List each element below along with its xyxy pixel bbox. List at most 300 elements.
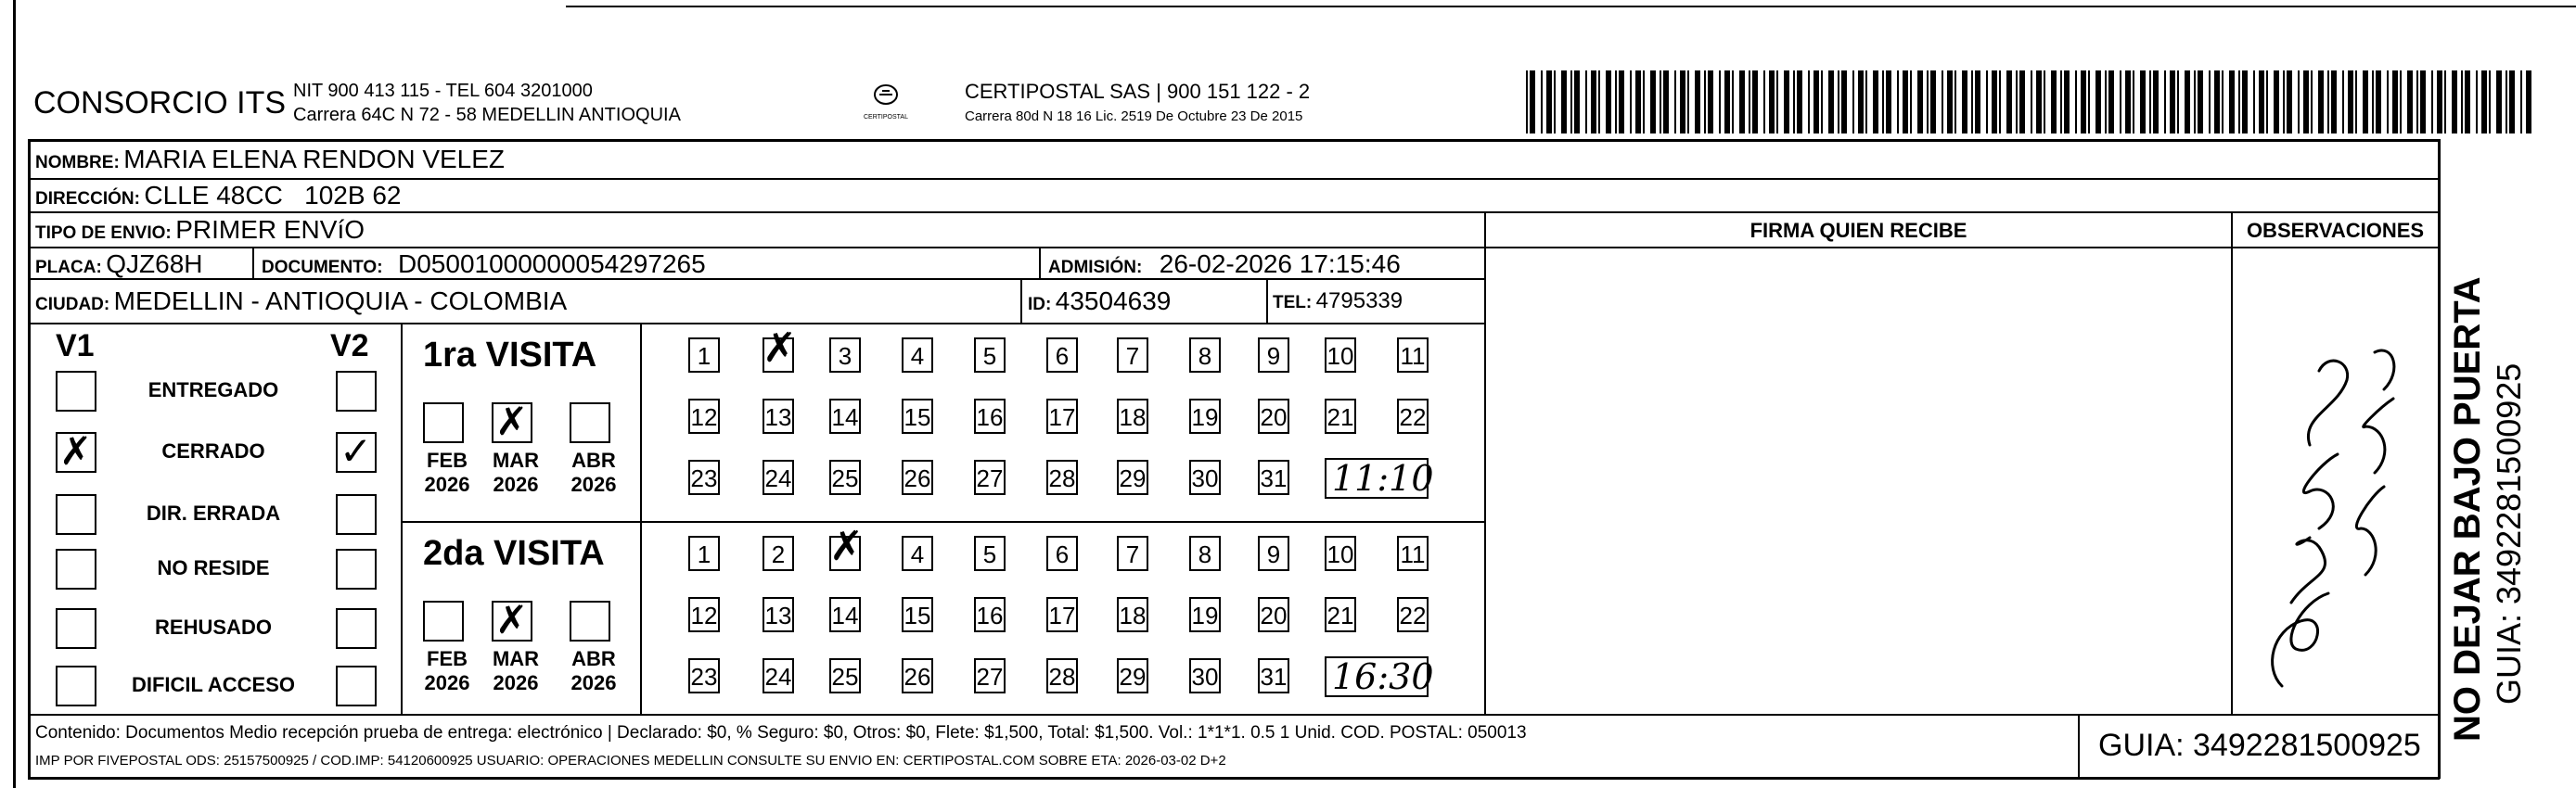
- day-box[interactable]: 10: [1325, 536, 1356, 571]
- ciudad-label: CIUDAD:: [35, 295, 110, 314]
- day-box[interactable]: 31: [1258, 460, 1289, 495]
- rule-visits-left: [401, 323, 403, 714]
- barcode-bar: [1650, 70, 1656, 133]
- status-label: DIFICIL ACCESO: [131, 673, 295, 696]
- month-label: ABR: [571, 647, 616, 670]
- month-checkbox[interactable]: [423, 402, 464, 443]
- year-label: 2026: [493, 473, 539, 496]
- barcode-bar: [1975, 70, 1980, 133]
- v1-label: V1: [56, 328, 95, 363]
- tel-row: [1273, 288, 1403, 314]
- day-box[interactable]: 7: [1117, 337, 1148, 373]
- barcode-bar: [1585, 70, 1587, 133]
- day-box[interactable]: 15: [902, 399, 933, 434]
- status-label: REHUSADO: [155, 616, 272, 639]
- day-box[interactable]: 30: [1189, 658, 1221, 693]
- barcode-bar: [2031, 70, 2032, 133]
- rule-days-left: [640, 323, 642, 714]
- barcode-bar: [1680, 70, 1685, 133]
- barcode-bar: [2120, 70, 2121, 133]
- id-value: 43504639: [1055, 286, 1172, 315]
- day-box[interactable]: 21: [1325, 399, 1356, 434]
- barcode-bar: [1769, 70, 1775, 133]
- barcode-bar: [1643, 70, 1645, 133]
- day-box[interactable]: 17: [1046, 399, 1078, 434]
- barcode-bar: [1574, 70, 1580, 133]
- day-box[interactable]: 17: [1046, 597, 1078, 632]
- barcode-bar: [1630, 70, 1632, 133]
- day-box[interactable]: 1: [688, 536, 720, 571]
- rule-tel: [1266, 278, 1268, 323]
- barcode-bar: [2125, 70, 2131, 133]
- month-checkbox[interactable]: [570, 402, 610, 443]
- day-box[interactable]: 21: [1325, 597, 1356, 632]
- barcode-bar: [1910, 70, 1912, 133]
- barcode-bar: [2164, 70, 2166, 133]
- time-box[interactable]: [1325, 458, 1434, 499]
- side-no-dejar: NO DEJAR BAJO PUERTA: [2447, 276, 2488, 742]
- barcode-bar: [2387, 70, 2389, 133]
- barcode-bar: [1752, 70, 1758, 133]
- barcode-bar: [2170, 70, 2175, 133]
- barcode-bar: [1927, 70, 1929, 133]
- barcode-bar: [2222, 70, 2224, 133]
- day-box[interactable]: 7: [1117, 536, 1148, 571]
- barcode-bar: [2266, 70, 2268, 133]
- barcode-bar: [1554, 70, 1556, 133]
- barcode-bar: [1841, 70, 1847, 133]
- barcode-bar: [1821, 70, 1823, 133]
- v1-checkbox[interactable]: [56, 494, 96, 535]
- barcode-bar: [2242, 70, 2248, 133]
- rule-footer-guia: [2078, 714, 2080, 779]
- check-mark: ✗: [763, 324, 797, 372]
- barcode-bar: [2274, 70, 2279, 133]
- day-box[interactable]: 2: [763, 536, 794, 571]
- barcode-bar: [1660, 70, 1661, 133]
- barcode-bar: [1942, 70, 1943, 133]
- barcode-bar: [2108, 70, 2114, 133]
- footer-guia: GUIA: 3492281500925: [2098, 728, 2421, 763]
- barcode-bar: [2327, 70, 2329, 133]
- rule-firma-left: [1484, 211, 1486, 714]
- day-box[interactable]: 27: [974, 658, 1006, 693]
- check-mark: ✗: [495, 399, 529, 444]
- barcode-bar: [1852, 70, 1854, 133]
- barcode-bar: [1858, 70, 1864, 133]
- barcode-bar: [2229, 70, 2235, 133]
- day-box[interactable]: 27: [974, 460, 1006, 495]
- logo-text: CERTIPOSTAL: [864, 114, 908, 121]
- v2-checkbox[interactable]: [336, 608, 377, 649]
- day-box[interactable]: 9: [1258, 536, 1289, 571]
- month-checkbox[interactable]: [492, 597, 532, 642]
- barcode-bar: [1687, 70, 1689, 133]
- barcode-bar: [1719, 70, 1721, 133]
- status-label: ENTREGADO: [147, 378, 279, 401]
- v2-checkbox[interactable]: [336, 428, 377, 474]
- month-year: [488, 449, 544, 497]
- v2-label: V2: [330, 328, 369, 363]
- rule-documento: [252, 247, 254, 280]
- barcode-bar: [1797, 70, 1802, 133]
- barcode-bar: [1739, 70, 1745, 133]
- direccion-label: DIRECCIÓN:: [35, 189, 140, 209]
- day-box[interactable]: 4: [902, 536, 933, 571]
- barcode-bar: [2064, 70, 2070, 133]
- status-label: NO RESIDE: [157, 556, 270, 579]
- day-box[interactable]: 20: [1258, 597, 1289, 632]
- day-box[interactable]: [763, 324, 797, 373]
- month-label: MAR: [492, 449, 540, 472]
- top-rule: [566, 6, 2576, 7]
- barcode-bar: [1986, 70, 1988, 133]
- day-box[interactable]: 12: [688, 399, 720, 434]
- rule-row1: [28, 178, 2440, 180]
- v1-checkbox[interactable]: [56, 608, 96, 649]
- barcode-bar: [1635, 70, 1641, 133]
- tipo-row: [35, 215, 365, 245]
- v2-checkbox[interactable]: [336, 494, 377, 535]
- barcode-bar: [2431, 70, 2433, 133]
- month-label: ABR: [571, 449, 616, 472]
- barcode-bar: [1962, 70, 1967, 133]
- barcode-bar: [2036, 70, 2042, 133]
- company-nit: NIT 900 413 115 - TEL 604 3201000: [293, 81, 593, 101]
- day-box[interactable]: 14: [829, 597, 861, 632]
- direccion-value: CLLE 48CC 102B 62: [144, 181, 402, 210]
- nombre-value: MARIA ELENA RENDON VELEZ: [123, 145, 506, 173]
- barcode-bar: [1828, 70, 1834, 133]
- barcode-bar: [1954, 70, 1956, 133]
- barcode-bar: [1882, 70, 1884, 133]
- day-box[interactable]: 23: [688, 658, 720, 693]
- v1-checkbox[interactable]: [56, 666, 96, 706]
- barcode-bar: [1897, 70, 1899, 133]
- barcode-bar: [1708, 70, 1713, 133]
- day-box[interactable]: 13: [763, 597, 794, 632]
- v1-checkbox[interactable]: [56, 428, 96, 474]
- tipo-label: TIPO DE ENVIO:: [35, 223, 172, 243]
- barcode-bar: [1615, 70, 1617, 133]
- year-label: 2026: [570, 473, 617, 496]
- certipostal-address: Carrera 80d N 18 16 Lic. 2519 De Octubre 23 De 2015: [965, 108, 1303, 124]
- day-box[interactable]: 5: [974, 337, 1006, 373]
- visit-title: 1ra VISITA: [423, 336, 597, 375]
- admision-row: [1048, 249, 1401, 279]
- barcode-bar: [1971, 70, 1973, 133]
- barcode-bar: [2019, 70, 2025, 133]
- day-box[interactable]: 13: [763, 399, 794, 434]
- day-box[interactable]: 24: [763, 460, 794, 495]
- barcode-bar: [2363, 70, 2368, 133]
- form-left-rule: [28, 139, 31, 779]
- barcode-bar: [2153, 70, 2159, 133]
- id-label: ID:: [1028, 295, 1052, 314]
- barcode-bar: [2342, 70, 2344, 133]
- documento-value: D05001000000054297265: [398, 249, 706, 278]
- barcode-bar: [1674, 70, 1676, 133]
- company-name: CONSORCIO ITS: [33, 85, 287, 121]
- documento-label: DOCUMENTO:: [262, 258, 383, 277]
- day-box[interactable]: 25: [829, 460, 861, 495]
- barcode-bar: [1930, 70, 1936, 133]
- day-box[interactable]: 29: [1117, 460, 1148, 495]
- barcode-bar: [2420, 70, 2426, 133]
- barcode-bar: [2105, 70, 2107, 133]
- barcode-bar: [1992, 70, 1997, 133]
- check-mark: ✗: [59, 428, 93, 474]
- documento-row: [262, 249, 706, 279]
- day-box[interactable]: 12: [688, 597, 720, 632]
- day-box[interactable]: 18: [1117, 399, 1148, 434]
- day-box[interactable]: 1: [688, 337, 720, 373]
- day-box[interactable]: 29: [1117, 658, 1148, 693]
- day-box[interactable]: 11: [1397, 536, 1429, 571]
- day-box[interactable]: 22: [1397, 597, 1429, 632]
- barcode-bar: [2044, 70, 2045, 133]
- tel-value: 4795339: [1315, 288, 1403, 313]
- barcode-bar: [1873, 70, 1878, 133]
- day-box[interactable]: 23: [688, 460, 720, 495]
- barcode-bar: [2177, 70, 2179, 133]
- barcode-bar: [1619, 70, 1624, 133]
- year-label: 2026: [424, 671, 470, 694]
- barcode-bar: [1546, 70, 1552, 133]
- barcode-bar: [2253, 70, 2255, 133]
- barcode-bar: [1999, 70, 2001, 133]
- barcode-bar: [2016, 70, 2018, 133]
- placa-value: QJZ68H: [106, 249, 203, 278]
- day-box[interactable]: 6: [1046, 536, 1078, 571]
- barcode-bar: [1663, 70, 1669, 133]
- day-box[interactable]: 31: [1258, 658, 1289, 693]
- barcode-bar: [2194, 70, 2196, 133]
- observaciones-header: OBSERVACIONES: [2246, 219, 2425, 242]
- side-text: [2445, 0, 2529, 742]
- id-row: [1028, 286, 1171, 316]
- form-top-rule: [28, 139, 2440, 142]
- day-box[interactable]: 24: [763, 658, 794, 693]
- barcode-bar: [1784, 70, 1789, 133]
- barcode-bar: [2303, 70, 2309, 133]
- check-mark: ✓: [340, 428, 373, 474]
- day-box[interactable]: 22: [1397, 399, 1429, 434]
- barcode-bar: [2214, 70, 2220, 133]
- placa-label: PLACA:: [35, 258, 102, 277]
- rule-obs-left: [2231, 211, 2233, 714]
- barcode-bar: [2283, 70, 2285, 133]
- barcode-bar: [2051, 70, 2057, 133]
- barcode-bar: [1808, 70, 1810, 133]
- month-year: [419, 449, 475, 497]
- barcode-bar: [2088, 70, 2090, 133]
- barcode-bar: [1917, 70, 1923, 133]
- v2-checkbox[interactable]: [336, 666, 377, 706]
- barcode-bar: [1526, 70, 1528, 133]
- logo-icon: [867, 82, 904, 109]
- barcode-bar: [1606, 70, 1611, 133]
- barcode-bar: [1541, 70, 1543, 133]
- admision-label: ADMISIÓN:: [1048, 258, 1143, 277]
- barcode-bar: [1838, 70, 1839, 133]
- day-box[interactable]: 4: [902, 337, 933, 373]
- rule-admision: [1039, 247, 1041, 280]
- month-checkbox[interactable]: [423, 601, 464, 642]
- barcode-bar: [1570, 70, 1572, 133]
- ciudad-row: [35, 286, 567, 316]
- barcode-bar: [2198, 70, 2203, 133]
- barcode-bar: [1865, 70, 1867, 133]
- barcode-bar: [1695, 70, 1700, 133]
- nombre-row: [35, 145, 505, 174]
- barcode-bar: [1732, 70, 1734, 133]
- tipo-value: PRIMER ENVíO: [175, 215, 365, 244]
- year-label: 2026: [493, 671, 539, 694]
- day-box[interactable]: 18: [1117, 597, 1148, 632]
- ciudad-value: MEDELLIN - ANTIOQUIA - COLOMBIA: [113, 286, 568, 315]
- barcode-bar: [2209, 70, 2211, 133]
- barcode-bar: [2298, 70, 2300, 133]
- month-checkbox[interactable]: [570, 601, 610, 642]
- barcode-bar: [1724, 70, 1730, 133]
- barcode-bar: [2081, 70, 2086, 133]
- company-address: Carrera 64C N 72 - 58 MEDELLIN ANTIOQUIA: [293, 105, 681, 125]
- day-box[interactable]: 9: [1258, 337, 1289, 373]
- barcode-bar: [2311, 70, 2313, 133]
- day-box[interactable]: 14: [829, 399, 861, 434]
- barcode: [1526, 70, 2537, 133]
- rule-row5: [28, 323, 1484, 324]
- day-box[interactable]: 15: [902, 597, 933, 632]
- time-box[interactable]: [1325, 656, 1434, 697]
- form-right-rule: [2438, 139, 2441, 779]
- certipostal-logo: [853, 82, 918, 128]
- rule-id: [1020, 278, 1022, 323]
- status-label: CERRADO: [161, 439, 265, 463]
- barcode-bar: [1793, 70, 1795, 133]
- day-box[interactable]: 3: [829, 337, 861, 373]
- barcode-bar: [2376, 70, 2381, 133]
- day-box[interactable]: 28: [1046, 460, 1078, 495]
- barcode-bar: [2437, 70, 2442, 133]
- barcode-bar: [2372, 70, 2374, 133]
- day-box[interactable]: 5: [974, 536, 1006, 571]
- v1-checkbox[interactable]: [56, 371, 96, 412]
- firma-header: FIRMA QUIEN RECIBE: [1749, 219, 1967, 242]
- month-year: [566, 647, 622, 695]
- admision-value: 26-02-2026 17:15:46: [1159, 249, 1401, 278]
- month-year: [419, 647, 475, 695]
- month-year: [488, 647, 544, 695]
- day-box[interactable]: 8: [1189, 536, 1221, 571]
- day-box[interactable]: 25: [829, 658, 861, 693]
- direccion-row: [35, 181, 401, 210]
- check-mark: ✗: [495, 597, 529, 642]
- month-year: [566, 449, 622, 497]
- barcode-bar: [1763, 70, 1765, 133]
- barcode-bar: [2095, 70, 2101, 133]
- barcode-bar: [1749, 70, 1750, 133]
- barcode-bar: [2149, 70, 2151, 133]
- v2-checkbox[interactable]: [336, 371, 377, 412]
- day-box[interactable]: 16: [974, 597, 1006, 632]
- day-box[interactable]: 8: [1189, 337, 1221, 373]
- barcode-bar: [1776, 70, 1778, 133]
- day-box[interactable]: [829, 523, 864, 571]
- day-box[interactable]: 11: [1397, 337, 1429, 373]
- barcode-bar: [2133, 70, 2134, 133]
- placa-row: [35, 249, 202, 279]
- barcode-bar: [2287, 70, 2292, 133]
- barcode-bar: [2060, 70, 2062, 133]
- barcode-bar: [1591, 70, 1596, 133]
- day-box[interactable]: 28: [1046, 658, 1078, 693]
- check-mark: ✗: [829, 523, 864, 570]
- day-box[interactable]: 30: [1189, 460, 1221, 495]
- time-value: 16:30: [1332, 656, 1434, 697]
- day-box[interactable]: 6: [1046, 337, 1078, 373]
- visit-title: 2da VISITA: [423, 534, 605, 573]
- barcode-bar: [1530, 70, 1535, 133]
- barcode-bar: [2238, 70, 2240, 133]
- barcode-bar: [2348, 70, 2353, 133]
- nombre-label: NOMBRE:: [35, 153, 120, 172]
- day-box[interactable]: 16: [974, 399, 1006, 434]
- barcode-bar: [1704, 70, 1706, 133]
- month-label: FEB: [427, 647, 468, 670]
- day-box[interactable]: 26: [902, 460, 933, 495]
- barcode-bar: [1903, 70, 1908, 133]
- barcode-bar: [2259, 70, 2264, 133]
- side-guia: GUIA: 3492281500925: [2490, 362, 2528, 705]
- barcode-bar: [2392, 70, 2398, 133]
- barcode-bar: [2075, 70, 2077, 133]
- footer-imp: IMP POR FIVEPOSTAL ODS: 25157500925 / COD.IMP: 54120600925 USUARIO: OPERACIONES MEDELLIN CONSULTE SU ENVIO EN: CERTIPOSTAL.COM SOBRE ETA: 2026-03-02 D+2: [35, 753, 1226, 769]
- barcode-bar: [2140, 70, 2146, 133]
- v1-checkbox[interactable]: [56, 549, 96, 590]
- v2-checkbox[interactable]: [336, 549, 377, 590]
- day-box[interactable]: 20: [1258, 399, 1289, 434]
- month-checkbox[interactable]: [492, 399, 532, 444]
- barcode-bar: [2318, 70, 2324, 133]
- handwritten-signature: [2245, 297, 2430, 705]
- barcode-bar: [2006, 70, 2012, 133]
- barcode-bar: [2185, 70, 2190, 133]
- barcode-bar: [2416, 70, 2418, 133]
- certipostal-line: CERTIPOSTAL SAS | 900 151 122 - 2: [965, 80, 1311, 103]
- barcode-bar: [1886, 70, 1891, 133]
- tel-label: TEL:: [1273, 293, 1313, 312]
- barcode-bar: [2407, 70, 2413, 133]
- day-box[interactable]: 10: [1325, 337, 1356, 373]
- day-box[interactable]: 19: [1189, 597, 1221, 632]
- barcode-bar: [1813, 70, 1819, 133]
- year-label: 2026: [424, 473, 470, 496]
- barcode-bar: [2400, 70, 2402, 133]
- time-value: 11:10: [1332, 458, 1434, 499]
- footer-contenido: Contenido: Documentos Medio recepción prueba de entrega: electrónico | Declarado: $0, % Seguro: $0, Otros: $0, Flete: $1,500, Total: $1,500. Vol.: 1*1*1. 0.5 1 Unid. COD. POSTAL: 050013: [35, 723, 1527, 743]
- status-label: DIR. ERRADA: [146, 502, 281, 525]
- month-label: FEB: [427, 449, 468, 472]
- day-box[interactable]: 26: [902, 658, 933, 693]
- barcode-bar: [2355, 70, 2357, 133]
- day-box[interactable]: 19: [1189, 399, 1221, 434]
- month-label: MAR: [492, 647, 540, 670]
- rule-visit-split: [401, 521, 1484, 523]
- rule-row3: [28, 247, 2440, 248]
- year-label: 2026: [570, 671, 617, 694]
